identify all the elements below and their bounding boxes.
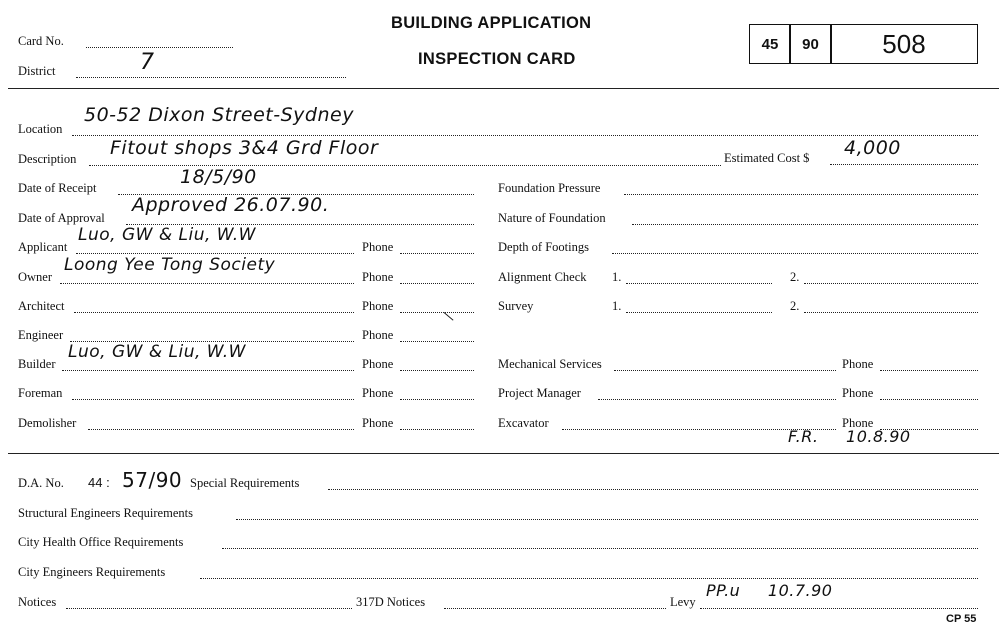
foundation-pressure-field[interactable] bbox=[624, 194, 978, 195]
depth-of-footings-field[interactable] bbox=[612, 253, 978, 254]
code-box-2 bbox=[789, 24, 832, 64]
survey-label: Survey bbox=[498, 299, 534, 313]
date-of-receipt-value: 18/5/90 bbox=[180, 166, 257, 188]
notices-317d-field[interactable] bbox=[444, 608, 666, 609]
builder-value: Luo, GW & Liu, W.W bbox=[68, 342, 246, 362]
notices-317d-label: 317D Notices bbox=[356, 595, 426, 609]
architect-field[interactable] bbox=[74, 312, 354, 313]
owner-label: Owner bbox=[18, 270, 53, 284]
foundation-pressure-label: Foundation Pressure bbox=[498, 181, 601, 195]
survey-field-1[interactable] bbox=[626, 312, 772, 313]
form-title-line1: BUILDING APPLICATION bbox=[391, 14, 592, 32]
engineer-label: Engineer bbox=[18, 328, 64, 342]
code-box-1-text: 45 bbox=[761, 35, 779, 53]
header-divider bbox=[8, 88, 999, 89]
description-label: Description bbox=[18, 152, 77, 166]
da-number: 57/90 bbox=[122, 468, 183, 492]
architect-phone-field[interactable] bbox=[400, 312, 474, 313]
card-no-label: Card No. bbox=[18, 34, 64, 48]
nature-of-foundation-label: Nature of Foundation bbox=[498, 211, 606, 225]
code-box-3 bbox=[830, 24, 978, 64]
lower-divider bbox=[8, 453, 999, 454]
survey-num2: 2. bbox=[790, 299, 800, 313]
structural-engineers-field[interactable] bbox=[236, 519, 978, 520]
demolisher-phone-label: Phone bbox=[362, 416, 394, 430]
location-field[interactable] bbox=[72, 135, 978, 136]
engineer-phone-label: Phone bbox=[362, 328, 394, 342]
levy-field[interactable] bbox=[700, 608, 978, 609]
notices-label: Notices bbox=[18, 595, 57, 609]
special-requirements-field[interactable] bbox=[328, 489, 978, 490]
city-engineers-label: City Engineers Requirements bbox=[18, 565, 166, 579]
code-box-1 bbox=[749, 24, 791, 64]
date-of-approval-label: Date of Approval bbox=[18, 211, 105, 225]
survey-num1: 1. bbox=[612, 299, 622, 313]
excavator-phone-label: Phone bbox=[842, 416, 874, 430]
applicant-value: Luo, GW & Liu, W.W bbox=[78, 225, 256, 245]
alignment-check-field-1[interactable] bbox=[626, 283, 772, 284]
date-of-receipt-label: Date of Receipt bbox=[18, 181, 97, 195]
nature-of-foundation-field[interactable] bbox=[632, 224, 978, 225]
owner-phone-label: Phone bbox=[362, 270, 394, 284]
district-field[interactable] bbox=[76, 77, 346, 78]
form-title-line2: INSPECTION CARD bbox=[418, 50, 576, 68]
code-box-2-text: 90 bbox=[802, 35, 819, 53]
owner-field[interactable] bbox=[60, 283, 354, 284]
demolisher-label: Demolisher bbox=[18, 416, 77, 430]
da-no-label: D.A. No. bbox=[18, 476, 64, 490]
demolisher-field[interactable] bbox=[88, 429, 354, 430]
notices-field[interactable] bbox=[66, 608, 352, 609]
city-health-field[interactable] bbox=[222, 548, 978, 549]
architect-label: Architect bbox=[18, 299, 65, 313]
alignment-check-field-2[interactable] bbox=[804, 283, 978, 284]
foreman-label: Foreman bbox=[18, 386, 63, 400]
location-value: 50-52 Dixon Street-Sydney bbox=[84, 104, 354, 126]
da-prefix: 44 : bbox=[88, 475, 110, 490]
applicant-field[interactable] bbox=[76, 253, 354, 254]
applicant-label: Applicant bbox=[18, 240, 68, 254]
demolisher-phone-field[interactable] bbox=[400, 429, 474, 430]
foreman-phone-label: Phone bbox=[362, 386, 394, 400]
foreman-phone-field[interactable] bbox=[400, 399, 474, 400]
form-code: CP 55 bbox=[946, 613, 977, 625]
description-value: Fitout shops 3&4 Grd Floor bbox=[110, 137, 379, 159]
location-label: Location bbox=[18, 122, 63, 136]
alignment-check-label: Alignment Check bbox=[498, 270, 587, 284]
builder-label: Builder bbox=[18, 357, 56, 371]
builder-phone-label: Phone bbox=[362, 357, 394, 371]
city-engineers-field[interactable] bbox=[200, 578, 978, 579]
levy-value: PP.u 10.7.90 bbox=[706, 581, 833, 600]
depth-of-footings-label: Depth of Footings bbox=[498, 240, 589, 254]
date-of-approval-value: Approved 26.07.90. bbox=[132, 194, 330, 216]
pen-stroke-mark bbox=[444, 312, 454, 320]
mechanical-services-field[interactable] bbox=[614, 370, 836, 371]
project-manager-phone-label: Phone bbox=[842, 386, 874, 400]
fr-annotation: F.R. 10.8.90 bbox=[788, 427, 911, 446]
owner-value: Loong Yee Tong Society bbox=[64, 255, 276, 275]
applicant-phone-label: Phone bbox=[362, 240, 394, 254]
district-label: District bbox=[18, 64, 56, 78]
district-value: 7 bbox=[140, 50, 155, 75]
architect-phone-label: Phone bbox=[362, 299, 394, 313]
mechanical-services-phone-field[interactable] bbox=[880, 370, 978, 371]
city-health-label: City Health Office Requirements bbox=[18, 535, 184, 549]
project-manager-phone-field[interactable] bbox=[880, 399, 978, 400]
project-manager-label: Project Manager bbox=[498, 386, 581, 400]
estimated-cost-value: 4,000 bbox=[844, 137, 901, 159]
applicant-phone-field[interactable] bbox=[400, 253, 474, 254]
code-box-3-text: 508 bbox=[882, 28, 926, 59]
estimated-cost-field[interactable] bbox=[830, 164, 978, 165]
builder-field[interactable] bbox=[62, 370, 354, 371]
survey-field-2[interactable] bbox=[804, 312, 978, 313]
estimated-cost-label: Estimated Cost $ bbox=[724, 151, 810, 165]
special-requirements-label: Special Requirements bbox=[190, 476, 300, 490]
project-manager-field[interactable] bbox=[598, 399, 836, 400]
foreman-field[interactable] bbox=[72, 399, 354, 400]
levy-label: Levy bbox=[670, 595, 696, 609]
owner-phone-field[interactable] bbox=[400, 283, 474, 284]
structural-engineers-label: Structural Engineers Requirements bbox=[18, 506, 193, 520]
builder-phone-field[interactable] bbox=[400, 370, 474, 371]
engineer-phone-field[interactable] bbox=[400, 341, 474, 342]
excavator-label: Excavator bbox=[498, 416, 549, 430]
alignment-check-num2: 2. bbox=[790, 270, 800, 284]
alignment-check-num1: 1. bbox=[612, 270, 622, 284]
mechanical-services-label: Mechanical Services bbox=[498, 357, 602, 371]
card-no-field[interactable] bbox=[86, 47, 233, 48]
mechanical-services-phone-label: Phone bbox=[842, 357, 874, 371]
